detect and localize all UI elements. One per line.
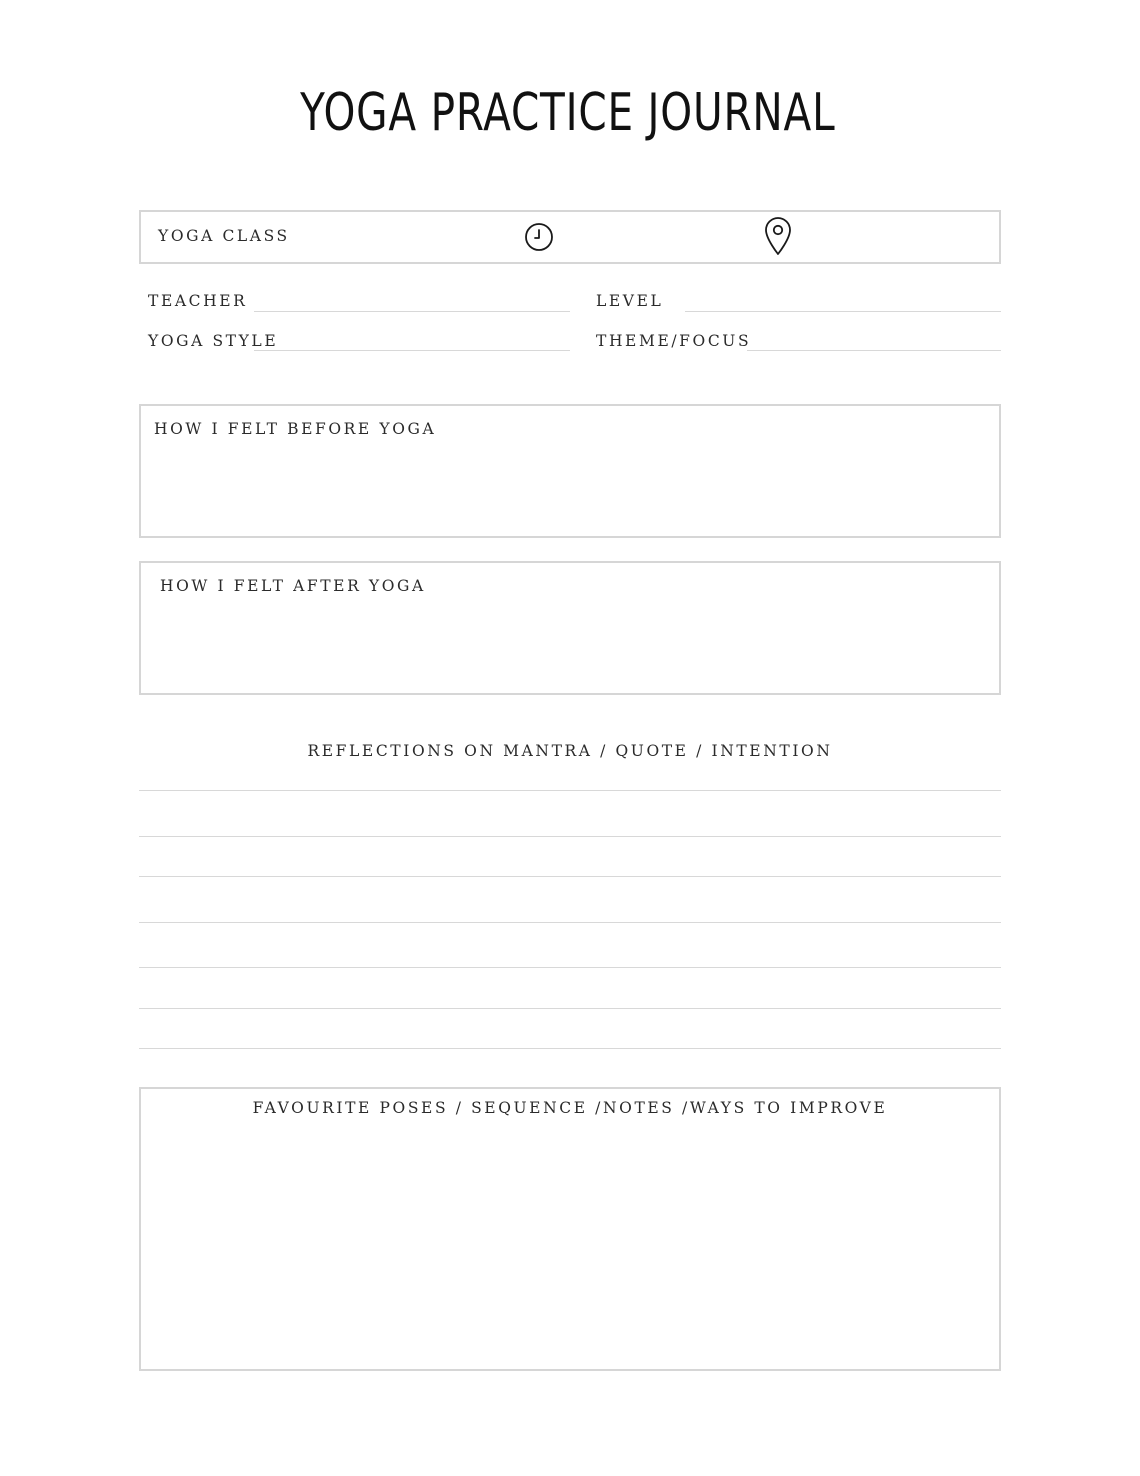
reflection-line[interactable] (139, 922, 1001, 923)
reflection-line[interactable] (139, 876, 1001, 877)
level-field[interactable] (685, 311, 1001, 312)
felt-before-label: HOW I FELT BEFORE YOGA (154, 420, 437, 438)
map-pin-icon (762, 216, 794, 256)
reflection-line[interactable] (139, 967, 1001, 968)
notes-heading: FAVOURITE POSES / SEQUENCE /NOTES /WAYS TO IMPROVE (252, 1099, 888, 1117)
reflection-line[interactable] (139, 790, 1001, 791)
page-title: YOGA PRACTICE JOURNAL (300, 83, 836, 143)
notes-box[interactable] (139, 1087, 1001, 1371)
level-label: LEVEL (596, 292, 664, 310)
theme-focus-label: THEME/FOCUS (596, 332, 752, 350)
yoga-style-field[interactable] (254, 350, 570, 351)
theme-focus-field[interactable] (747, 350, 1001, 351)
felt-after-label: HOW I FELT AFTER YOGA (160, 577, 426, 595)
reflection-line[interactable] (139, 1048, 1001, 1049)
teacher-field[interactable] (254, 311, 570, 312)
reflection-line[interactable] (139, 1008, 1001, 1009)
yoga-class-label: YOGA CLASS (158, 227, 290, 245)
reflections-heading: REFLECTIONS ON MANTRA / QUOTE / INTENTION (307, 742, 833, 760)
clock-icon (524, 222, 554, 252)
reflection-line[interactable] (139, 836, 1001, 837)
yoga-style-label: YOGA STYLE (148, 332, 279, 350)
teacher-label: TEACHER (148, 292, 248, 310)
